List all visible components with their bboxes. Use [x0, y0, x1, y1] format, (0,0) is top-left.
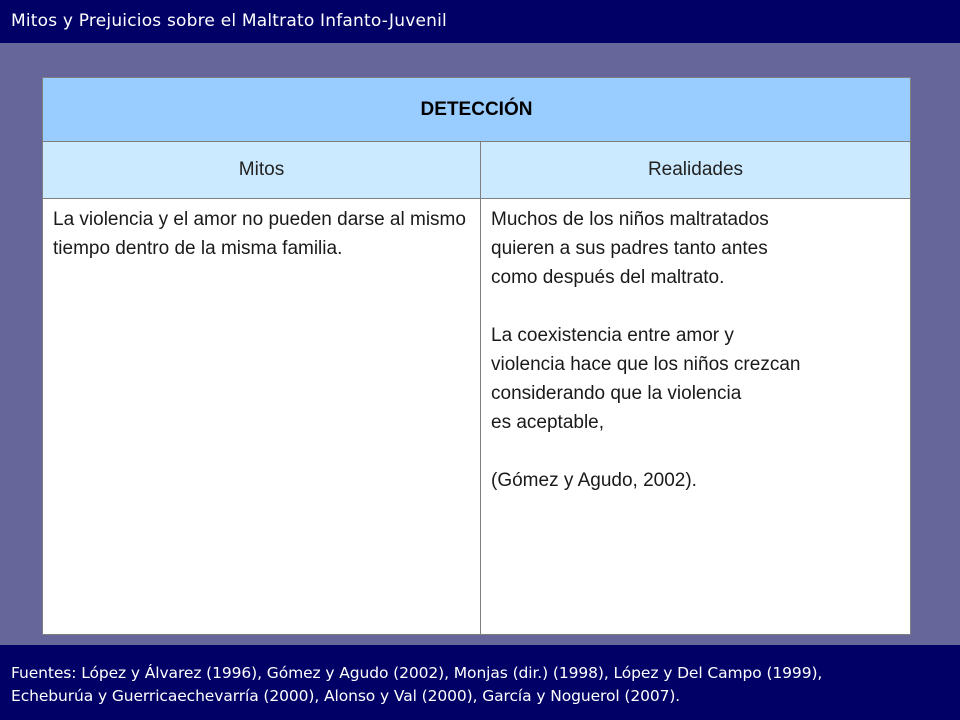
realidad-line: como después del maltrato.	[491, 267, 725, 288]
column-header-mitos: Mitos	[43, 142, 481, 198]
realidad-line: La coexistencia entre amor y	[491, 325, 734, 346]
realidad-line: violencia hace que los niños crezcan	[491, 354, 801, 375]
realidad-cell	[481, 199, 910, 634]
detection-table	[42, 77, 911, 635]
column-header-realidades: Realidades	[647, 159, 744, 180]
sources-text	[11, 662, 956, 708]
sources-line: Fuentes: López y Álvarez (1996), Gómez y Agudo (2002), Monjas (dir.) (1998), López y Del Campo (1999),	[11, 664, 823, 682]
table-header-title: DETECCIÓN	[420, 98, 533, 120]
realidad-line: es aceptable,	[491, 412, 605, 433]
realidad-line: Muchos de los niños maltratados	[491, 209, 769, 230]
realidad-citation: (Gómez y Agudo, 2002).	[491, 470, 697, 491]
realidad-line: considerando que la violencia	[491, 383, 742, 404]
realidad-line: quieren a sus padres tanto antes	[491, 238, 768, 259]
title-bar	[0, 0, 960, 43]
table-body-row	[43, 199, 910, 634]
mito-cell	[43, 199, 481, 634]
mito-text: La violencia y el amor no pueden darse al mismo tiempo dentro de la misma familia.	[53, 209, 466, 259]
column-headers-row	[43, 142, 910, 199]
sources-line: Echeburúa y Guerricaechevarría (2000), Alonso y Val (2000), García y Noguerol (2007).	[11, 687, 681, 705]
slide-title: Mitos y Prejuicios sobre el Maltrato Infanto-Juvenil	[11, 11, 447, 31]
sources-footer	[0, 645, 960, 720]
table-header-row	[43, 78, 910, 142]
